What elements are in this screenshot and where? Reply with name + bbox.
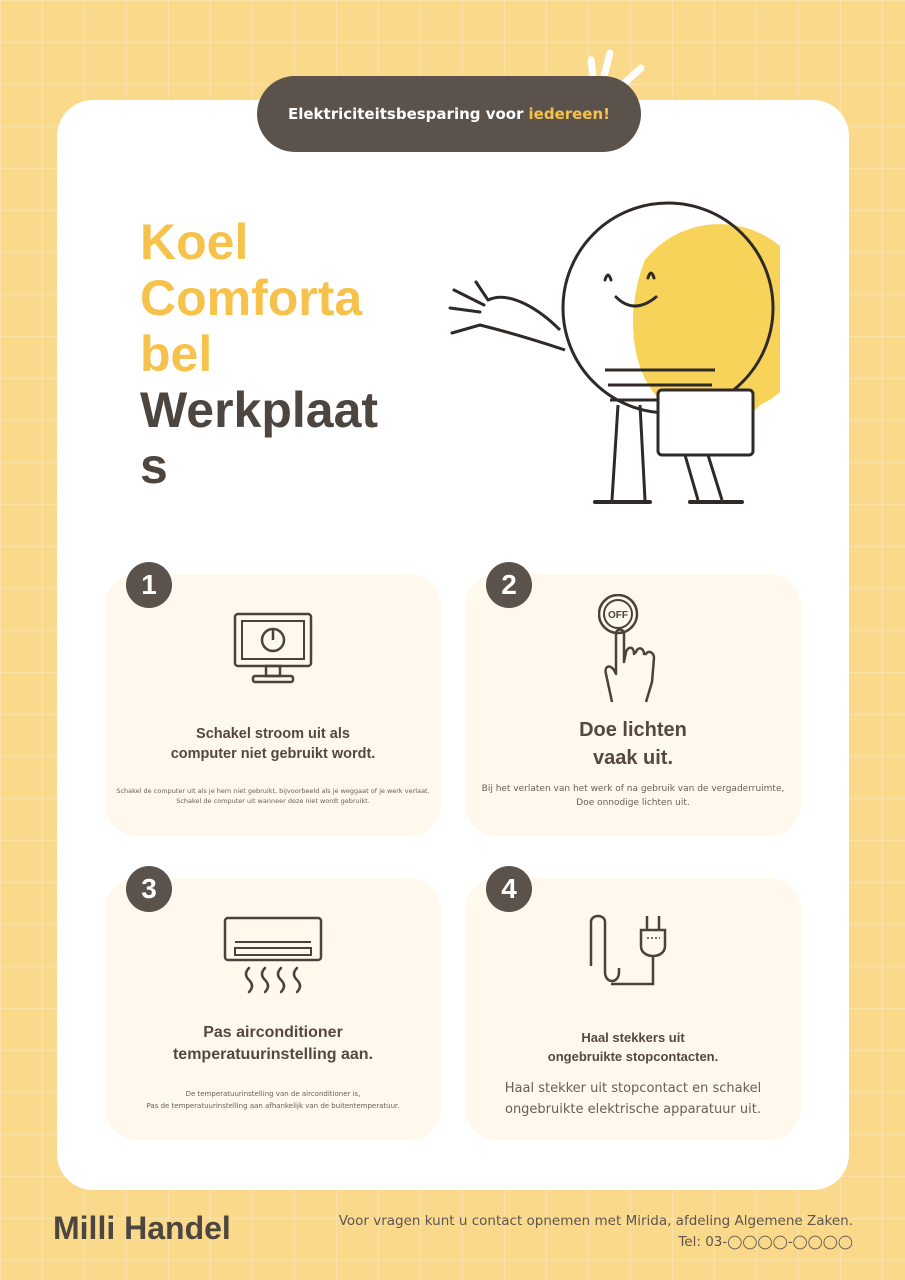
title-line-2: Comforta xyxy=(140,270,363,326)
tip-body-3: De temperatuurinstelling van de airconditioner is, Pas de temperatuurinstelling aan afhankelijk van de buitentemperatuur. xyxy=(146,1090,400,1110)
contact-phone: Tel: 03-◯◯◯◯-◯◯◯◯ xyxy=(678,1234,853,1250)
tip-card-2 xyxy=(465,574,801,836)
tip-number-1: 1 xyxy=(126,562,172,608)
tip-heading-4: Haal stekkers uit ongebruikte stopcontacten. xyxy=(547,1030,719,1064)
title-line-3: bel xyxy=(140,326,213,382)
tip-heading-1: Schakel stroom uit als computer niet gebruikt wordt. xyxy=(170,726,376,762)
footer-contact xyxy=(339,1211,853,1253)
plug-icon xyxy=(465,908,801,998)
banner-text: Elektriciteitsbesparing voor xyxy=(287,105,524,123)
title-line-4: Werkplaat xyxy=(140,382,379,438)
off-button-label: OFF xyxy=(608,610,628,621)
tip-number-4: 4 xyxy=(486,866,532,912)
tip-number-3: 3 xyxy=(126,866,172,912)
tip-card-4 xyxy=(465,878,801,1140)
tip-body-4: Haal stekker uit stopcontact en schakel ongebruikte elektrische apparatuur uit. xyxy=(504,1081,762,1117)
page-title xyxy=(140,214,410,494)
tip-body-1: Schakel de computer uit als je hem niet gebruikt, bijvoorbeeld als je weggaat of je werk verlaat. Schakel de computer uit wanneer deze niet wordt gebruikt. xyxy=(116,787,430,805)
lightbulb-mascot-illustration xyxy=(440,200,780,520)
title-line-5: s xyxy=(140,438,168,494)
tip-number-2: 2 xyxy=(486,562,532,608)
air-conditioner-icon xyxy=(105,914,441,1004)
banner-accent: iedereen! xyxy=(528,105,611,123)
header-banner xyxy=(257,76,641,152)
footer-brand: Milli Handel xyxy=(53,1210,231,1246)
tip-card-1 xyxy=(105,574,441,836)
tip-heading-2: Doe lichten vaak uit. xyxy=(579,719,687,769)
monitor-power-icon xyxy=(105,610,441,700)
tip-card-3 xyxy=(105,878,441,1140)
title-line-1: Koel xyxy=(140,214,249,270)
contact-text: Voor vragen kunt u contact opnemen met Mirida, afdeling Algemene Zaken. xyxy=(338,1213,853,1229)
off-button-hand-icon xyxy=(465,594,801,684)
tip-heading-3: Pas airconditioner temperatuurinstelling aan. xyxy=(172,1024,374,1063)
tip-body-2: Bij het verlaten van het werk of na gebruik van de vergaderruimte, Doe onnodige lichten uit. xyxy=(481,784,785,808)
